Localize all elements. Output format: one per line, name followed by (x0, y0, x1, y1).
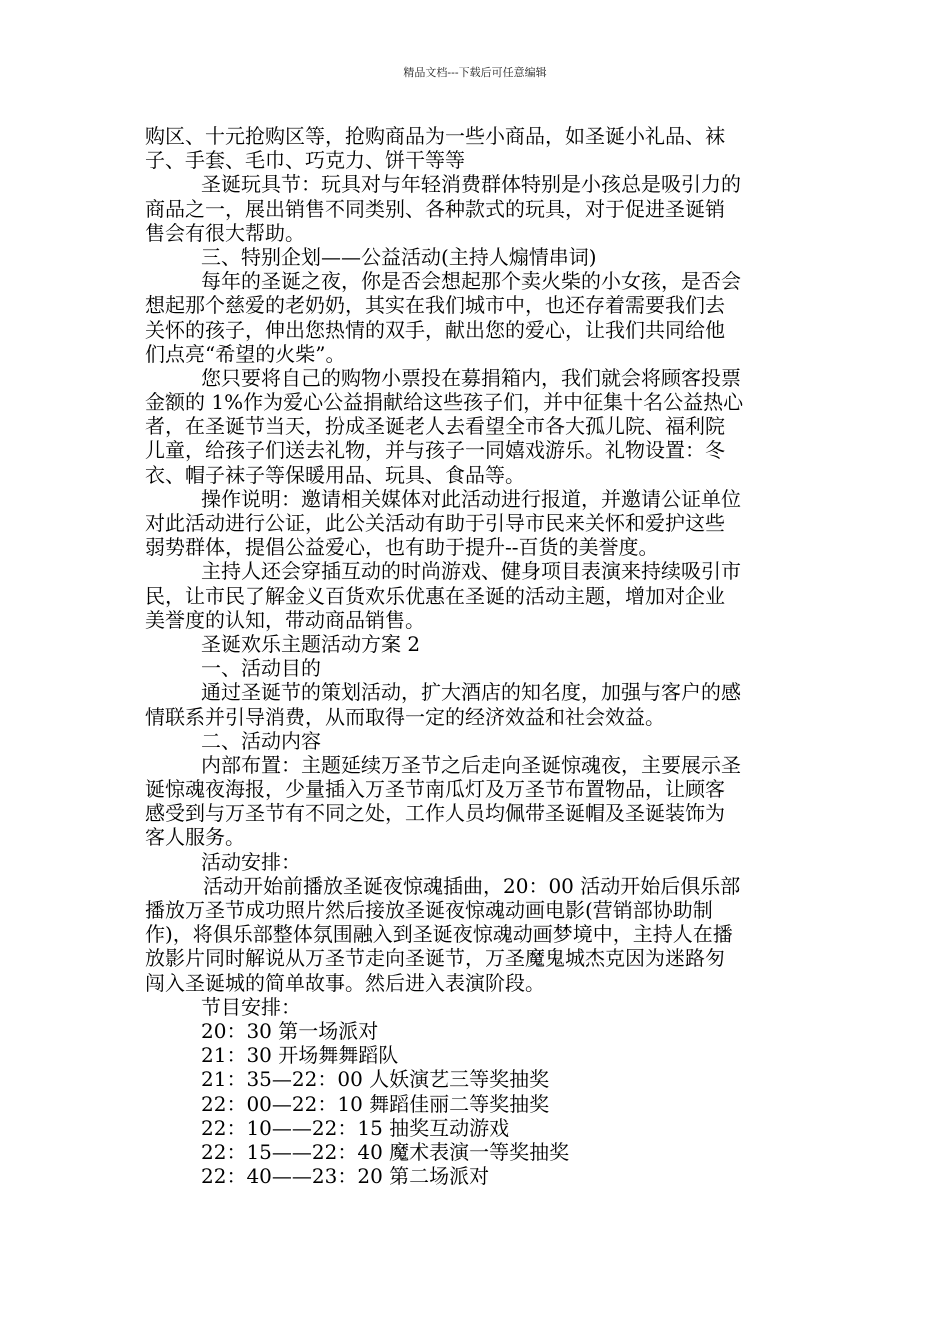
text-line: 感受到与万圣节有不同之处，工作人员均佩带圣诞帽及圣诞装饰为 (145, 801, 725, 826)
text-line: 节目安排： (201, 994, 301, 1019)
text-line: 活动安排： (201, 849, 301, 874)
schedule-item: 21：35—22：00 人妖演艺三等奖抽奖 (201, 1067, 550, 1092)
text-line: 操作说明：邀请相关媒体对此活动进行报道，并邀请公证单位 (201, 486, 741, 511)
text-line: 关怀的孩子，伸出您热情的双手，献出您的爱心，让我们共同给他 (145, 317, 725, 342)
section-heading: 一、活动目的 (201, 656, 321, 681)
text-line: 放影片同时解说从万圣节走向圣诞节，万圣魔鬼城杰克因为迷路匇 (145, 946, 725, 971)
text-line: 金额的 1%作为爱心公益捐献给这些孩子们，并中征集十名公益热心 (145, 390, 744, 415)
schedule-item: 20：30 第一场派对 (201, 1018, 379, 1043)
page-header: 精品文档---下载后可任意编辑 (403, 66, 547, 79)
text-line: 民，让市民了解金义百货欢乐优惠在圣诞的活动主题，增加对企业 (145, 583, 725, 608)
text-line: 弱势群体，提倡公益爱心，也有助于提升--百货的美誉度。 (145, 535, 659, 560)
text-line: 衣、帽子袜子等保暖用品、玩具、食品等。 (145, 462, 525, 487)
text-line: 内部布置：主题延续万圣节之后走向圣诞惊魂夜，主要展示圣 (201, 752, 741, 777)
text-line: 主持人还会穿插互动的时尚游戏、健身项目表演来持续吸引市 (201, 559, 741, 584)
text-line: 想起那个慈爱的老奶奶，其实在我们城市中，也还存着需要我们去 (145, 293, 725, 318)
text-line: 美誉度的认知，带动商品销售。 (145, 607, 425, 632)
text-line: 活动开始前播放圣诞夜惊魂插曲，20：00 活动开始后俱乐部 (203, 873, 741, 898)
schedule-item: 22：15——22：40 魔术表演一等奖抽奖 (201, 1139, 570, 1164)
text-line: 圣诞玩具节：玩具对与年轻消费群体特别是小孩总是吸引力的 (201, 172, 741, 197)
schedule-item: 22：40——23：20 第二场派对 (201, 1164, 490, 1189)
text-line: 播放万圣节成功照片然后接放圣诞夜惊魂动画电影(营销部协助制 (145, 898, 713, 922)
text-line: 们点亮“希望的火柴”。 (145, 341, 346, 366)
text-line: 诞惊魂夜海报，少量插入万圣节南瓜灯及万圣节布置物品，让顾客 (145, 777, 725, 802)
text-line: 通过圣诞节的策划活动，扩大酒店的知名度，加强与客户的感 (201, 680, 741, 705)
text-line: 每年的圣诞之夜，你是否会想起那个卖火柴的小女孩，是否会 (201, 269, 741, 294)
text-line: 您只要将自己的购物小票投在募捐箱内，我们就会将顾客投票 (201, 365, 741, 390)
text-line: 子、手套、毛巾、巧克力、饼干等等 (145, 148, 465, 173)
text-line: 商品之一，展出销售不同类别、各种款式的玩具，对于促进圣诞销 (145, 196, 725, 221)
text-line: 者，在圣诞节当天，扮成圣诞老人去看望全市各大孤儿院、福利院 (145, 414, 725, 439)
text-line: 客人服务。 (145, 825, 245, 850)
section-heading: 三、特别企划——公益活动(主持人煽情串词) (201, 244, 597, 269)
text-line: 儿童，给孩子们送去礼物，并与孩子一同嬉戏游乐。礼物设置：冬 (145, 438, 725, 463)
text-line: 情联系并引导消费，从而取得一定的经济效益和社会效益。 (145, 704, 665, 729)
text-line: 闯入圣诞城的简单故事。然后进入表演阶段。 (145, 970, 545, 995)
document-body (145, 124, 807, 1188)
text-line: 售会有很大帮助。 (145, 220, 305, 245)
text-line: 作)，将俱乐部整体氛围融入到圣诞夜惊魂动画梦境中，主持人在播 (145, 922, 733, 947)
schedule-item: 21：30 开场舞舞蹈队 (201, 1043, 399, 1068)
section-heading: 圣诞欢乐主题活动方案 2 (201, 631, 421, 656)
section-heading: 二、活动内容 (201, 728, 321, 753)
text-line: 对此活动进行公证，此公关活动有助于引导市民来关怀和爱护这些 (145, 511, 725, 535)
text-line: 购区、十元抢购区等，抢购商品为一些小商品，如圣诞小礼品、袜 (145, 124, 725, 148)
schedule-item: 22：00—22：10 舞蹈佳丽二等奖抽奖 (201, 1091, 550, 1116)
schedule-item: 22：10——22：15 抽奖互动游戏 (201, 1115, 510, 1140)
